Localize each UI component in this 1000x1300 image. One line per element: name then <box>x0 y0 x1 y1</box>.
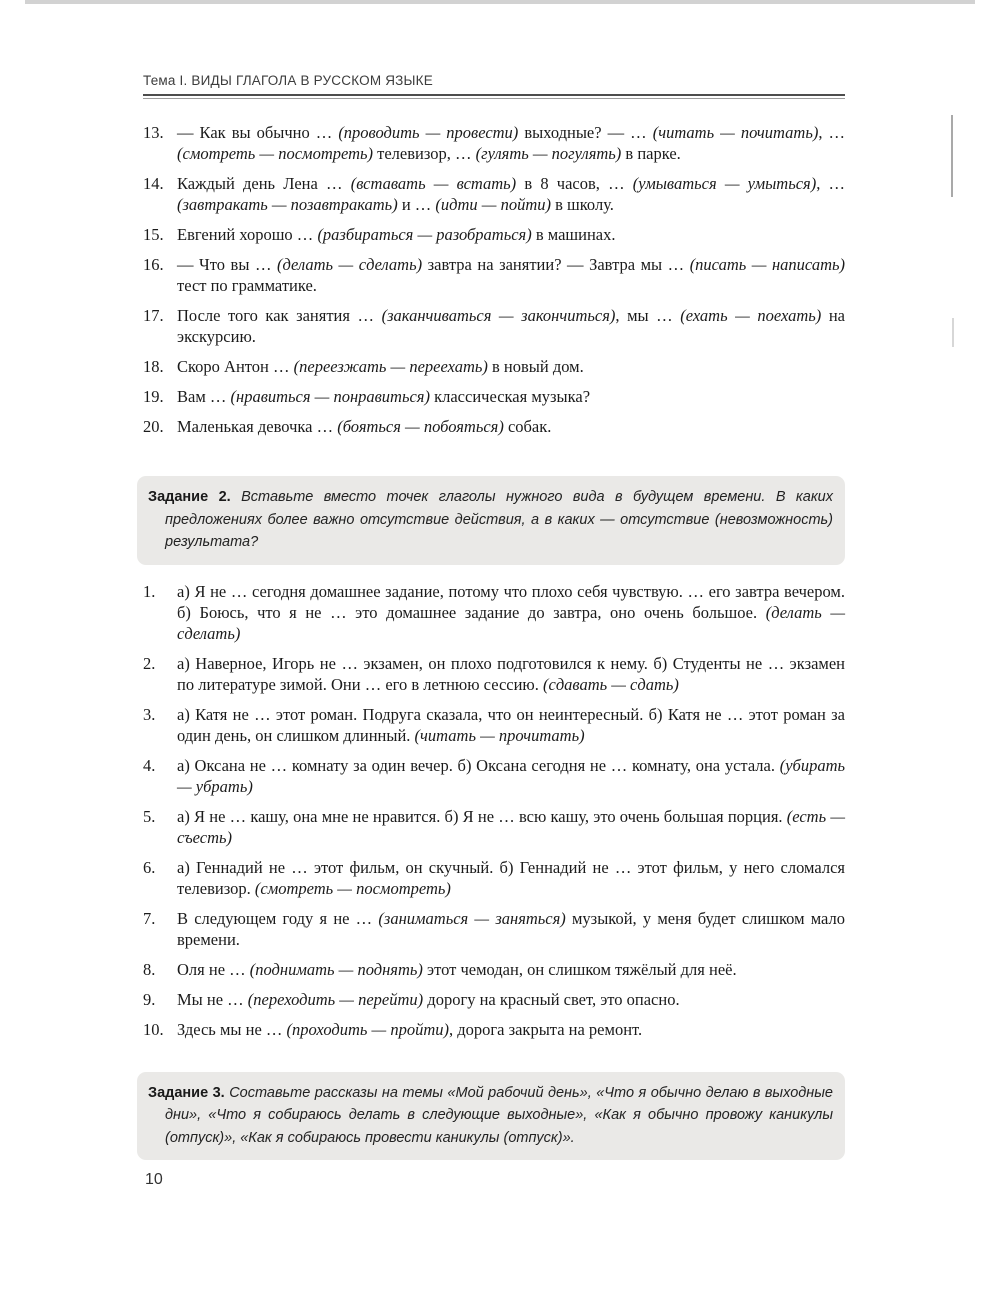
task-2-box <box>137 476 845 565</box>
scan-artifact-line <box>951 115 953 197</box>
task-2-text <box>148 486 833 554</box>
list-item <box>143 224 845 245</box>
item-text: а) Оксана не … комнату за один вечер. б) Оксана сегодня не … комнату, она устала. (убирать — убрать) <box>177 755 845 796</box>
spacer <box>143 446 845 476</box>
item-text: После того как занятия … (заканчиваться — закончиться), мы … (ехать — поехать) на экскурсию. <box>177 306 845 346</box>
item-text: Скоро Антон … (переезжать — переехать) в новый дом. <box>177 357 584 376</box>
list-item <box>143 305 845 347</box>
item-text: а) Я не … сегодня домашнее задание, потому что плохо себя чувствую. … его завтра вечером. б) Боюсь, что я не … это домашнее задание до завтра, оно очень большое. (делать — сделать) <box>177 581 845 643</box>
chapter-header: Тема I. ВИДЫ ГЛАГОЛА В РУССКОМ ЯЗЫКЕ <box>143 73 433 88</box>
item-number: 6. <box>143 857 156 877</box>
item-text: — Что вы … (делать — сделать) завтра на занятии? — Завтра мы … (писать — написать) тест по грамматике. <box>177 255 845 295</box>
list-item <box>143 581 845 644</box>
item-number: 15. <box>143 225 164 244</box>
item-text: а) Катя не … этот роман. Подруга сказала, что он неинтересный. б) Катя не … этот роман за один день, он слишком длинный. (читать — прочитать) <box>177 704 845 745</box>
item-text: Евгений хорошо … (разбираться — разобраться) в машинах. <box>177 225 616 244</box>
list-item <box>143 254 845 296</box>
scan-edge-top <box>25 0 975 4</box>
list-item <box>143 704 845 746</box>
item-number: 18. <box>143 357 164 376</box>
list-item <box>143 908 845 950</box>
task-3-label: Задание 3. <box>148 1084 225 1101</box>
item-text: Мы не … (переходить — перейти) дорогу на красный свет, это опасно. <box>177 989 680 1009</box>
item-number: 4. <box>143 755 156 775</box>
item-number: 7. <box>143 908 156 928</box>
list-item <box>143 386 845 407</box>
item-number: 2. <box>143 653 156 673</box>
item-number: 9. <box>143 989 156 1009</box>
page-content <box>143 72 845 1160</box>
task-3-text <box>148 1082 833 1150</box>
item-text: а) Геннадий не … этот фильм, он скучный. б) Геннадий не … этот фильм, у него сломался телевизор. (смотреть — посмотреть) <box>177 857 845 898</box>
item-number: 19. <box>143 387 164 406</box>
item-number: 14. <box>143 174 164 193</box>
list-item <box>143 416 845 437</box>
item-text: а) Я не … кашу, она мне не нравится. б) Я не … всю кашу, это очень большая порция. (есть — съесть) <box>177 806 845 847</box>
item-text: Здесь мы не … (проходить — пройти), дорога закрыта на ремонт. <box>177 1019 643 1039</box>
list-item <box>143 356 845 377</box>
item-number: 10. <box>143 1019 164 1039</box>
list-item <box>143 653 845 695</box>
list-item <box>143 959 845 980</box>
item-number: 20. <box>143 417 164 436</box>
item-number: 8. <box>143 959 156 979</box>
item-text: Каждый день Лена … (вставать — встать) в 8 часов, … (умываться — умыться), … (завтракать — позавтракать) и … (идти — пойти) в школу. <box>177 174 846 214</box>
exercise-1-list <box>143 122 845 437</box>
item-text: Оля не … (поднимать — поднять) этот чемодан, он слишком тяжёлый для неё. <box>177 959 737 979</box>
list-item <box>143 1019 845 1040</box>
list-item <box>143 857 845 899</box>
item-text: Вам … (нравиться — понравиться) классическая музыка? <box>177 387 591 406</box>
exercise-2-list <box>143 581 845 1040</box>
item-number: 5. <box>143 806 156 826</box>
list-item <box>143 173 845 215</box>
spacer <box>143 565 845 581</box>
item-number: 17. <box>143 306 164 325</box>
scan-artifact-line <box>952 318 954 347</box>
item-number: 13. <box>143 123 164 142</box>
task-3-box <box>137 1072 845 1161</box>
item-text: а) Наверное, Игорь не … экзамен, он плохо подготовился к нему. б) Студенты не … экзамен по литературе зимой. Они … его в летнюю сессию. (сдавать — сдать) <box>177 653 845 694</box>
list-item <box>143 122 845 164</box>
item-text: — Как вы обычно … (проводить — провести) выходные? — … (читать — почитать), … (смотреть — посмотреть) телевизор, … (гулять — погулять) в парке. <box>177 123 846 163</box>
item-text: В следующем году я не … (заниматься — заняться) музыкой, у меня будет слишком мало времени. <box>177 908 845 949</box>
spacer <box>143 1049 845 1072</box>
page-number: 10 <box>145 1171 163 1188</box>
list-item <box>143 806 845 848</box>
header-rule <box>143 94 845 99</box>
item-number: 1. <box>143 581 156 601</box>
list-item <box>143 755 845 797</box>
task-3-instruction: Составьте рассказы на темы «Мой рабочий день», «Что я обычно делаю в выходные дни», «Что я собираюсь делать в следующие выходные», «Как я обычно провожу каникулы (отпуск)», «Как я собираюсь провести каникулы (отпуск)». <box>165 1084 833 1146</box>
list-item <box>143 989 845 1010</box>
item-number: 3. <box>143 704 156 724</box>
item-number: 16. <box>143 255 164 274</box>
item-text: Маленькая девочка … (бояться — побояться) собак. <box>177 417 552 436</box>
task-2-instruction: Вставьте вместо точек глаголы нужного вида в будущем времени. В каких предложениях более важно отсутствие действия, а в каких — отсутствие (невозможность) результата? <box>165 489 833 550</box>
task-2-label: Задание 2. <box>148 489 231 505</box>
